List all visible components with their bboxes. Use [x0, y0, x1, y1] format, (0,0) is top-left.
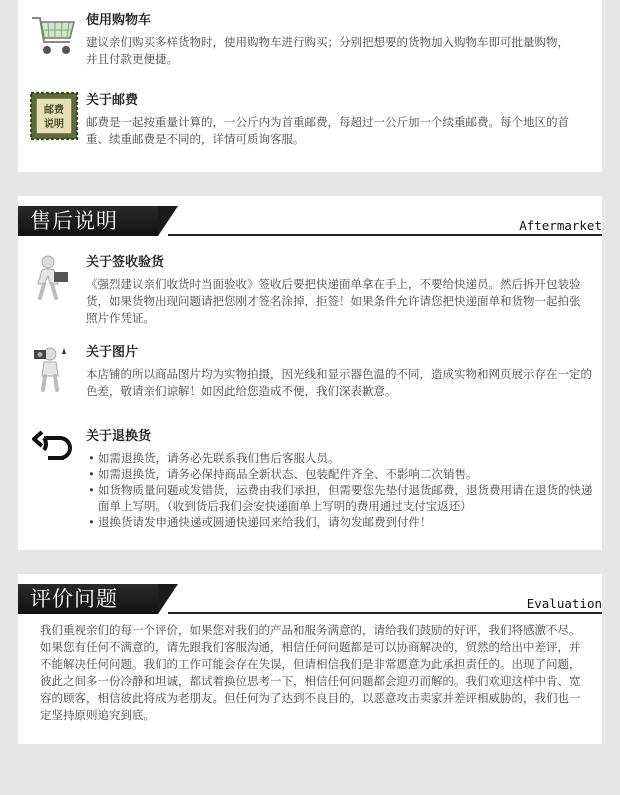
shopping-tips-panel	[18, 0, 602, 172]
evaluation-header-rule	[168, 612, 602, 614]
aftermarket-panel	[18, 196, 602, 550]
postage-tip-text: 邮费是一起按重量计算的，一公斤内为首重邮费，每超过一公斤加一个续重邮费。每个地区的首重、续重邮费是不同的，详情可质询客服。	[86, 115, 569, 146]
aftermarket-header-rule	[168, 234, 602, 236]
returns-list	[86, 450, 601, 530]
returns-list-item: • 如需退换货，请务必先联系我们售后客服人员。	[86, 450, 601, 466]
evaluation-header-tab	[18, 584, 158, 614]
returns-list-item: • 如货物质量问题或发错货，运费由我们承担，但需要您先垫付退货邮费，退货费用请在退货的快递面单上写明。（收到货后我们会安快递面单上写明的费用通过支付宝返还）	[86, 482, 601, 514]
shopping-cart-icon	[30, 12, 78, 60]
aftermarket-header-tab	[18, 206, 158, 236]
postage-tip-title: 关于邮费	[86, 93, 139, 108]
svg-text:邮费: 邮费	[44, 105, 64, 116]
postage-stamp-icon	[30, 92, 78, 140]
photo-tip-title: 关于图片	[86, 345, 139, 360]
aftermarket-header	[18, 206, 602, 236]
returns-list-item: • 退换货请发申通快递或圆通快递回来给我们，请勿发邮费到付件！	[86, 514, 601, 530]
evaluation-header-title: 评价问题	[30, 587, 118, 611]
evaluation-header	[18, 584, 602, 614]
exchange-arrows-icon	[30, 428, 78, 476]
evaluation-header-en: Evaluation	[526, 596, 602, 611]
sign-tip-title: 关于签收验货	[86, 255, 165, 270]
returns-list-item: • 如需退换货，请务必保持商品全新状态、包装配件齐全、不影响二次销售。	[86, 466, 601, 482]
aftermarket-header-en: Aftermarket	[519, 218, 602, 233]
photo-tip-text: 本店铺的所以商品图片均为实物拍摄，因光线和显示器色温的不同，造成实物和网页展示存在一定的色差，敬请亲们谅解！如因此给您造成不便，我们深表歉意。	[86, 367, 592, 398]
cart-tip-title: 使用购物车	[86, 13, 152, 28]
aftermarket-header-title: 售后说明	[30, 209, 118, 233]
cart-tip-text: 建议亲们购买多样货物时，使用购物车进行购买；分别把想要的货物加入购物车即可批量购物，并且付款更便捷。	[86, 35, 569, 66]
evaluation-text: 我们重视亲们的每一个评价，如果您对我们的产品和服务满意的，请给我们鼓励的好评，我们将感激不尽。如果您有任何不满意的，请先跟我们客服沟通，相信任何问题都是可以协商解决的，贸然的给出中差评，并不能解决任何问题。我们的工作可能会存在失误，但请相信我们是非常愿意为此承担责任的。出现了问题，彼此之间多一份冷静和坦诚，都试着换位思考一下，相信任何问题都会迎刃而解的。我们欢迎这样中肯、宽容的顾客，相信彼此将成为老朋友。但任何为了达到不良目的，以恶意攻击卖家并差评相威胁的，我们也一定坚持原则追究到底。	[40, 623, 581, 722]
evaluation-panel	[18, 574, 602, 744]
camera-figure-icon	[30, 344, 78, 392]
courier-figure-icon	[30, 254, 78, 302]
returns-tip-title: 关于退换货	[86, 429, 152, 444]
sign-tip-text: 《强烈建议亲们收货时当面验收》签收后要把快递面单拿在手上，不要给快递员。然后拆开包装验货，如果货物出现问题请把您刚才签名涂掉，拒签！如果条件允许请您把快递面单和货物一起拍张照片作凭证。	[86, 277, 581, 325]
svg-text:说明: 说明	[44, 119, 64, 130]
